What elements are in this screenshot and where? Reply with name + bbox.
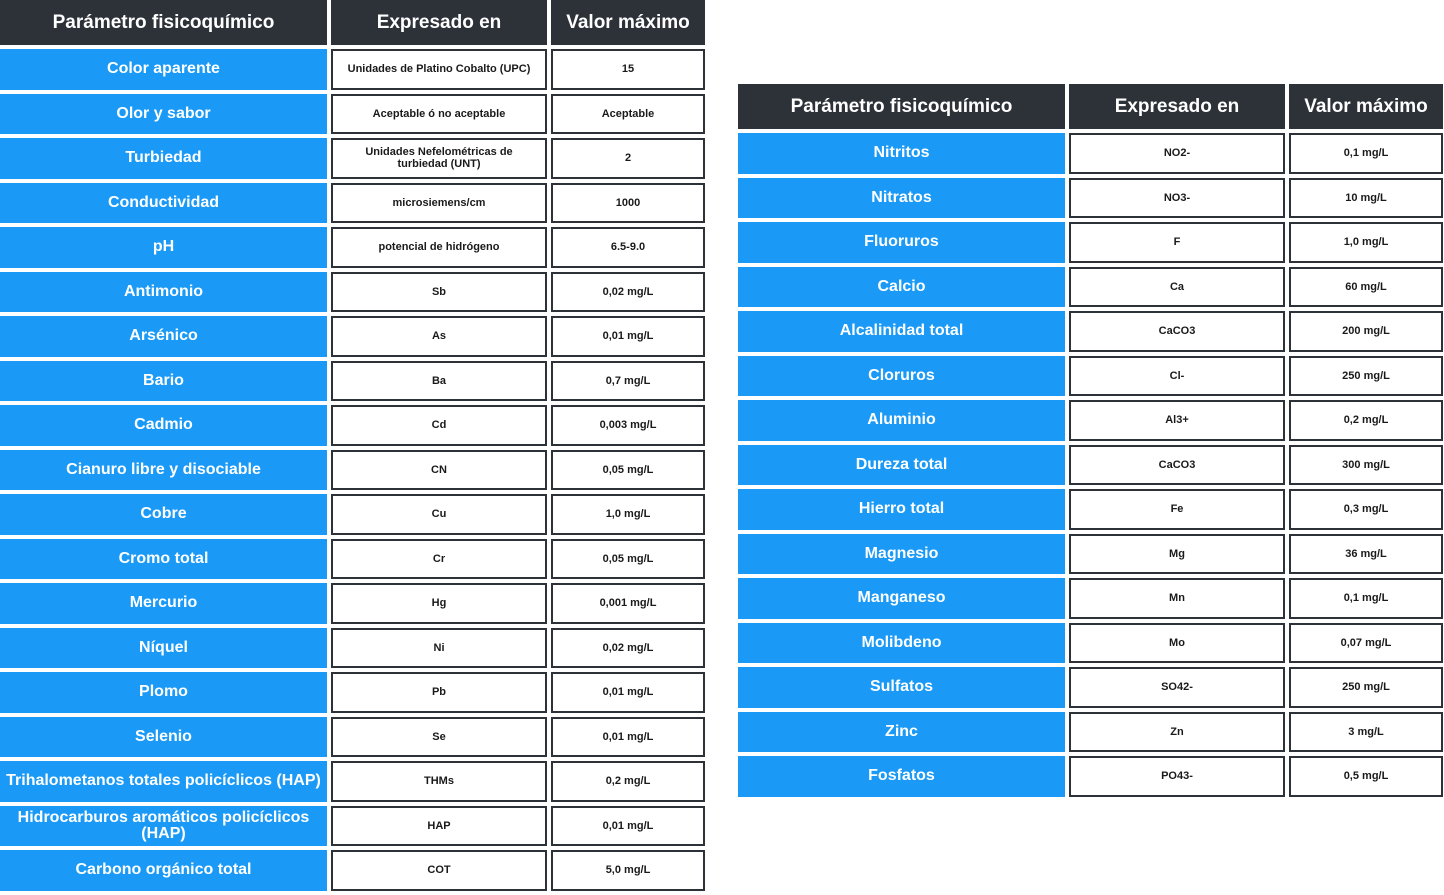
unit-cell: microsiemens/cm [331, 183, 547, 224]
unit-cell: Cr [331, 539, 547, 580]
table-row [0, 717, 705, 758]
unit-cell: COT [331, 850, 547, 891]
table-row [738, 712, 1443, 753]
table-row [738, 623, 1443, 664]
table-row [738, 178, 1443, 219]
parameter-cell: Cianuro libre y disociable [0, 450, 327, 491]
header-max-value: Valor máximo [1289, 84, 1443, 129]
unit-cell: Cu [331, 494, 547, 535]
max-value-cell: 0,3 mg/L [1289, 489, 1443, 530]
parameter-cell: Hierro total [738, 489, 1065, 530]
table-row [0, 539, 705, 580]
max-value-cell: 0,003 mg/L [551, 405, 705, 446]
parameter-cell: Molibdeno [738, 623, 1065, 664]
unit-cell: F [1069, 222, 1285, 263]
max-value-cell: 0,01 mg/L [551, 316, 705, 357]
unit-cell: Unidades Nefelométricas de turbiedad (UNT) [331, 138, 547, 179]
table-row [738, 267, 1443, 308]
max-value-cell: 0,1 mg/L [1289, 133, 1443, 174]
unit-cell: Mn [1069, 578, 1285, 619]
unit-cell: SO42- [1069, 667, 1285, 708]
table-row [0, 227, 705, 268]
max-value-cell: 0,02 mg/L [551, 272, 705, 313]
table-row [0, 94, 705, 135]
parameter-cell: Hidrocarburos aromáticos policíclicos (HAP) [0, 806, 327, 847]
parameter-cell: Cloruros [738, 356, 1065, 397]
max-value-cell: 60 mg/L [1289, 267, 1443, 308]
max-value-cell: 0,5 mg/L [1289, 756, 1443, 797]
max-value-cell: 5,0 mg/L [551, 850, 705, 891]
max-value-cell: 1000 [551, 183, 705, 224]
max-value-cell: 15 [551, 49, 705, 90]
table-row [0, 450, 705, 491]
unit-cell: CN [331, 450, 547, 491]
max-value-cell: 1,0 mg/L [1289, 222, 1443, 263]
table-row [738, 534, 1443, 575]
parameter-cell: Manganeso [738, 578, 1065, 619]
unit-cell: Mo [1069, 623, 1285, 664]
table-row [0, 806, 705, 847]
max-value-cell: 0,05 mg/L [551, 450, 705, 491]
unit-cell: PO43- [1069, 756, 1285, 797]
table-row [738, 222, 1443, 263]
unit-cell: Hg [331, 583, 547, 624]
unit-cell: potencial de hidrógeno [331, 227, 547, 268]
max-value-cell: Aceptable [551, 94, 705, 135]
parameter-cell: Dureza total [738, 445, 1065, 486]
max-value-cell: 250 mg/L [1289, 667, 1443, 708]
table-row [738, 311, 1443, 352]
parameter-cell: Nitritos [738, 133, 1065, 174]
table-row [738, 445, 1443, 486]
table-row [0, 850, 705, 891]
parameter-cell: Nitratos [738, 178, 1065, 219]
parameter-cell: Cobre [0, 494, 327, 535]
max-value-cell: 36 mg/L [1289, 534, 1443, 575]
max-value-cell: 0,7 mg/L [551, 361, 705, 402]
table-row [0, 672, 705, 713]
parameter-cell: Sulfatos [738, 667, 1065, 708]
table-row [738, 489, 1443, 530]
table-header [738, 84, 1443, 129]
unit-cell: Sb [331, 272, 547, 313]
left-parameters-table [0, 0, 705, 895]
max-value-cell: 0,2 mg/L [551, 761, 705, 802]
parameter-cell: Turbiedad [0, 138, 327, 179]
table-row [738, 667, 1443, 708]
unit-cell: THMs [331, 761, 547, 802]
table-row [0, 583, 705, 624]
max-value-cell: 250 mg/L [1289, 356, 1443, 397]
parameter-cell: Arsénico [0, 316, 327, 357]
table-header [0, 0, 705, 45]
unit-cell: CaCO3 [1069, 445, 1285, 486]
parameter-cell: Plomo [0, 672, 327, 713]
right-parameters-table [738, 84, 1443, 801]
table-row [0, 494, 705, 535]
header-max-value: Valor máximo [551, 0, 705, 45]
unit-cell: Cl- [1069, 356, 1285, 397]
table-row [0, 405, 705, 446]
table-row [0, 361, 705, 402]
parameter-cell: Níquel [0, 628, 327, 669]
unit-cell: Ni [331, 628, 547, 669]
unit-cell: Al3+ [1069, 400, 1285, 441]
parameter-cell: Fosfatos [738, 756, 1065, 797]
unit-cell: Mg [1069, 534, 1285, 575]
table-row [0, 628, 705, 669]
parameter-cell: Carbono orgánico total [0, 850, 327, 891]
max-value-cell: 0,01 mg/L [551, 806, 705, 847]
parameter-cell: Alcalinidad total [738, 311, 1065, 352]
unit-cell: NO3- [1069, 178, 1285, 219]
max-value-cell: 0,1 mg/L [1289, 578, 1443, 619]
header-unit: Expresado en [1069, 84, 1285, 129]
table-row [738, 578, 1443, 619]
unit-cell: Ba [331, 361, 547, 402]
unit-cell: Zn [1069, 712, 1285, 753]
unit-cell: Pb [331, 672, 547, 713]
header-parameter: Parámetro fisicoquímico [0, 0, 327, 45]
table-row [738, 756, 1443, 797]
parameter-cell: pH [0, 227, 327, 268]
max-value-cell: 6.5-9.0 [551, 227, 705, 268]
table-row [0, 761, 705, 802]
table-row [738, 356, 1443, 397]
max-value-cell: 0,01 mg/L [551, 717, 705, 758]
parameter-cell: Aluminio [738, 400, 1065, 441]
max-value-cell: 1,0 mg/L [551, 494, 705, 535]
table-row [738, 400, 1443, 441]
unit-cell: As [331, 316, 547, 357]
parameter-cell: Mercurio [0, 583, 327, 624]
max-value-cell: 0,2 mg/L [1289, 400, 1443, 441]
parameter-cell: Conductividad [0, 183, 327, 224]
max-value-cell: 200 mg/L [1289, 311, 1443, 352]
parameter-cell: Selenio [0, 717, 327, 758]
parameter-cell: Antimonio [0, 272, 327, 313]
parameter-cell: Bario [0, 361, 327, 402]
max-value-cell: 300 mg/L [1289, 445, 1443, 486]
max-value-cell: 0,001 mg/L [551, 583, 705, 624]
unit-cell: Cd [331, 405, 547, 446]
unit-cell: Ca [1069, 267, 1285, 308]
table-row [0, 183, 705, 224]
unit-cell: Fe [1069, 489, 1285, 530]
unit-cell: HAP [331, 806, 547, 847]
max-value-cell: 0,05 mg/L [551, 539, 705, 580]
max-value-cell: 2 [551, 138, 705, 179]
max-value-cell: 10 mg/L [1289, 178, 1443, 219]
unit-cell: Se [331, 717, 547, 758]
header-parameter: Parámetro fisicoquímico [738, 84, 1065, 129]
max-value-cell: 3 mg/L [1289, 712, 1443, 753]
table-row [738, 133, 1443, 174]
header-unit: Expresado en [331, 0, 547, 45]
parameter-cell: Cromo total [0, 539, 327, 580]
parameter-cell: Fluoruros [738, 222, 1065, 263]
parameter-cell: Cadmio [0, 405, 327, 446]
max-value-cell: 0,02 mg/L [551, 628, 705, 669]
parameter-cell: Zinc [738, 712, 1065, 753]
table-row [0, 316, 705, 357]
parameter-cell: Color aparente [0, 49, 327, 90]
table-row [0, 272, 705, 313]
parameter-cell: Trihalometanos totales policíclicos (HAP) [0, 761, 327, 802]
unit-cell: NO2- [1069, 133, 1285, 174]
table-row [0, 138, 705, 179]
max-value-cell: 0,07 mg/L [1289, 623, 1443, 664]
max-value-cell: 0,01 mg/L [551, 672, 705, 713]
table-row [0, 49, 705, 90]
parameter-cell: Magnesio [738, 534, 1065, 575]
parameter-cell: Calcio [738, 267, 1065, 308]
parameter-cell: Olor y sabor [0, 94, 327, 135]
unit-cell: Aceptable ó no aceptable [331, 94, 547, 135]
unit-cell: CaCO3 [1069, 311, 1285, 352]
unit-cell: Unidades de Platino Cobalto (UPC) [331, 49, 547, 90]
